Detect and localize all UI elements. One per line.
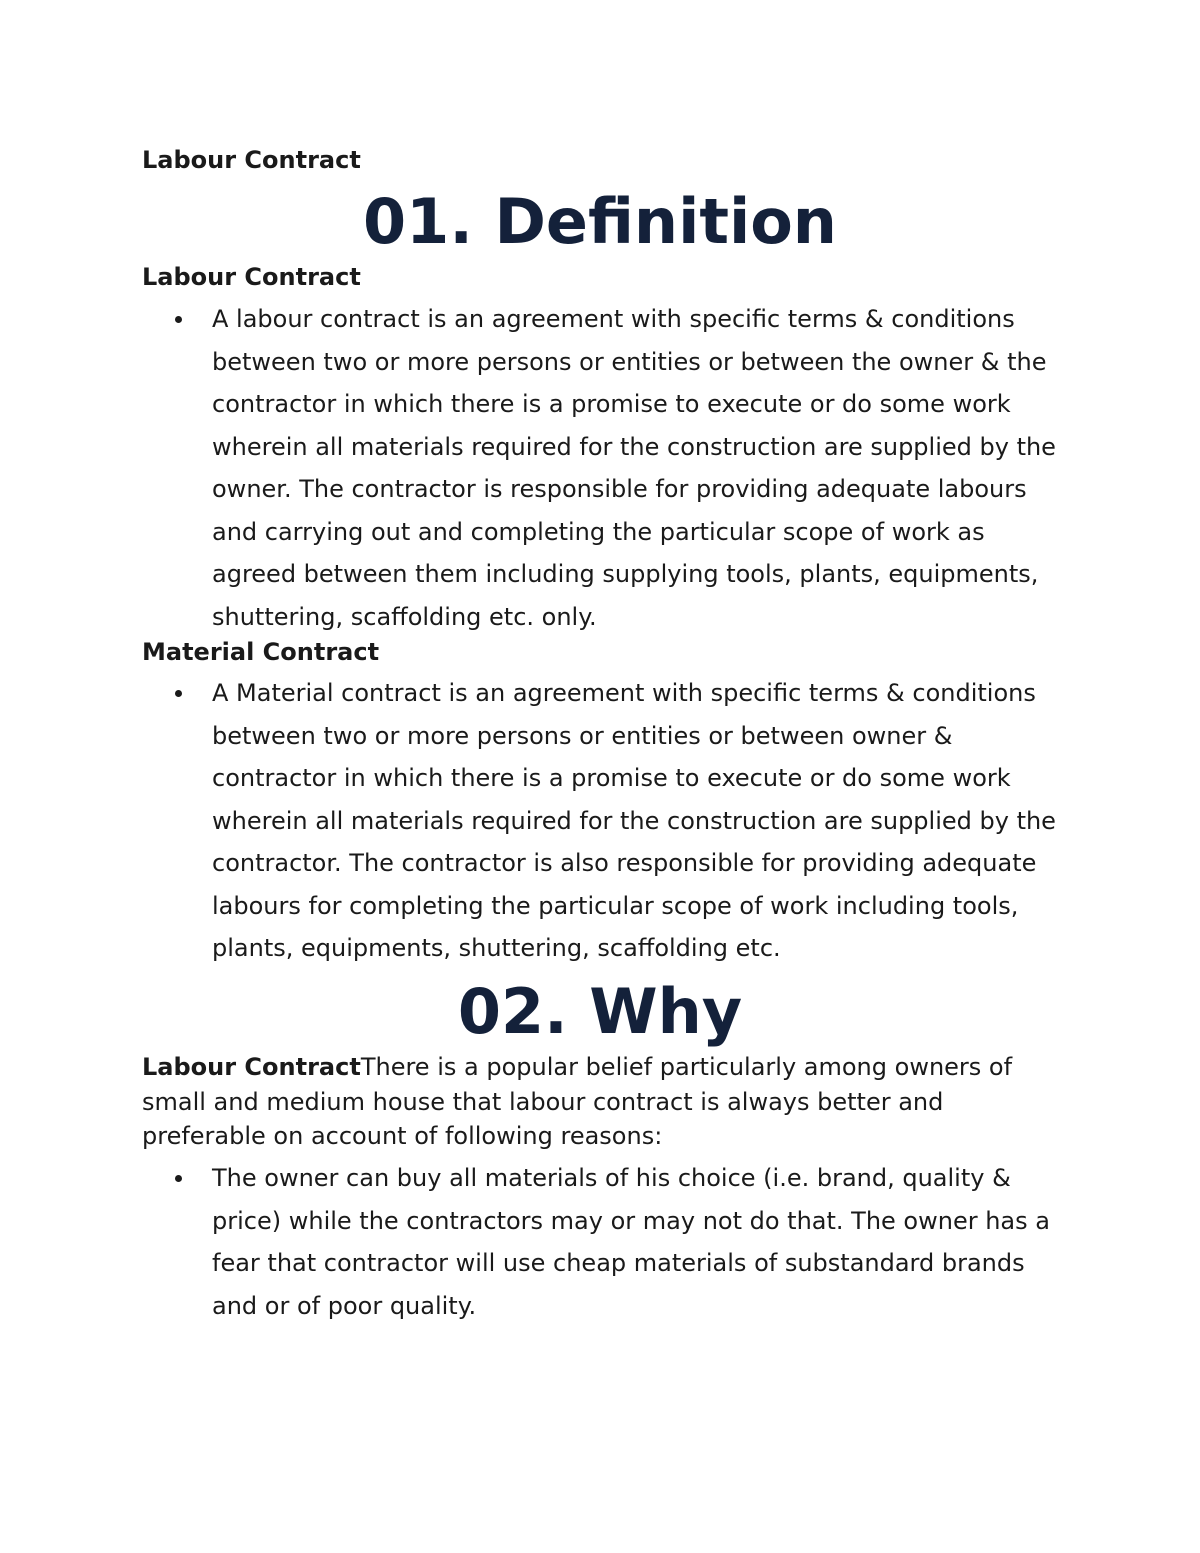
why-reason-text: The owner can buy all materials of his choice (i.e. brand, quality & price) while the contractors may or may not do that. The owner has a fear that contractor will use cheap materials of substandard brands and or of poor quality. bbox=[212, 1164, 1050, 1320]
labour-contract-definition: A labour contract is an agreement with specific terms & conditions between two or more persons or entities or between the owner & the contractor in which there is a promise to execute or do some work wherein all materials required for the construction are supplied by the owner. The contractor is responsible for providing adequate labours and carrying out and completing the particular scope of work as agreed between them including supplying tools, plants, equipments, shuttering, scaffolding etc. only. bbox=[212, 305, 1056, 631]
bullet-icon bbox=[175, 1175, 182, 1182]
list-item bbox=[142, 672, 1072, 970]
bullet-icon bbox=[175, 316, 182, 323]
section-heading-definition: 01. Definition bbox=[363, 185, 837, 258]
why-intro-paragraph bbox=[142, 1050, 1042, 1154]
list-item bbox=[142, 298, 1072, 638]
why-intro-text: There is a popular belief particularly among owners of small and medium house that labour contract is always better and preferable on account of following reasons: bbox=[142, 1053, 1013, 1150]
why-lead-label: Labour Contract bbox=[142, 1053, 361, 1081]
document-label: Labour Contract bbox=[142, 146, 361, 174]
material-contract-title: Material Contract bbox=[142, 638, 380, 666]
material-contract-definition: A Material contract is an agreement with specific terms & conditions between two or more persons or entities or between owner & contractor in which there is a promise to execute or do some work wherein all materials required for the construction are supplied by the contractor. The contractor is also responsible for providing adequate labours for completing the particular scope of work including tools, plants, equipments, shuttering, scaffolding etc. bbox=[212, 679, 1056, 962]
list-item bbox=[142, 1157, 1072, 1327]
material-contract-list bbox=[142, 672, 1072, 970]
section-heading-why: 02. Why bbox=[457, 975, 743, 1048]
labour-contract-list bbox=[142, 298, 1072, 638]
bullet-icon bbox=[175, 690, 182, 697]
why-reasons-list bbox=[142, 1157, 1072, 1327]
labour-contract-title: Labour Contract bbox=[142, 263, 361, 291]
